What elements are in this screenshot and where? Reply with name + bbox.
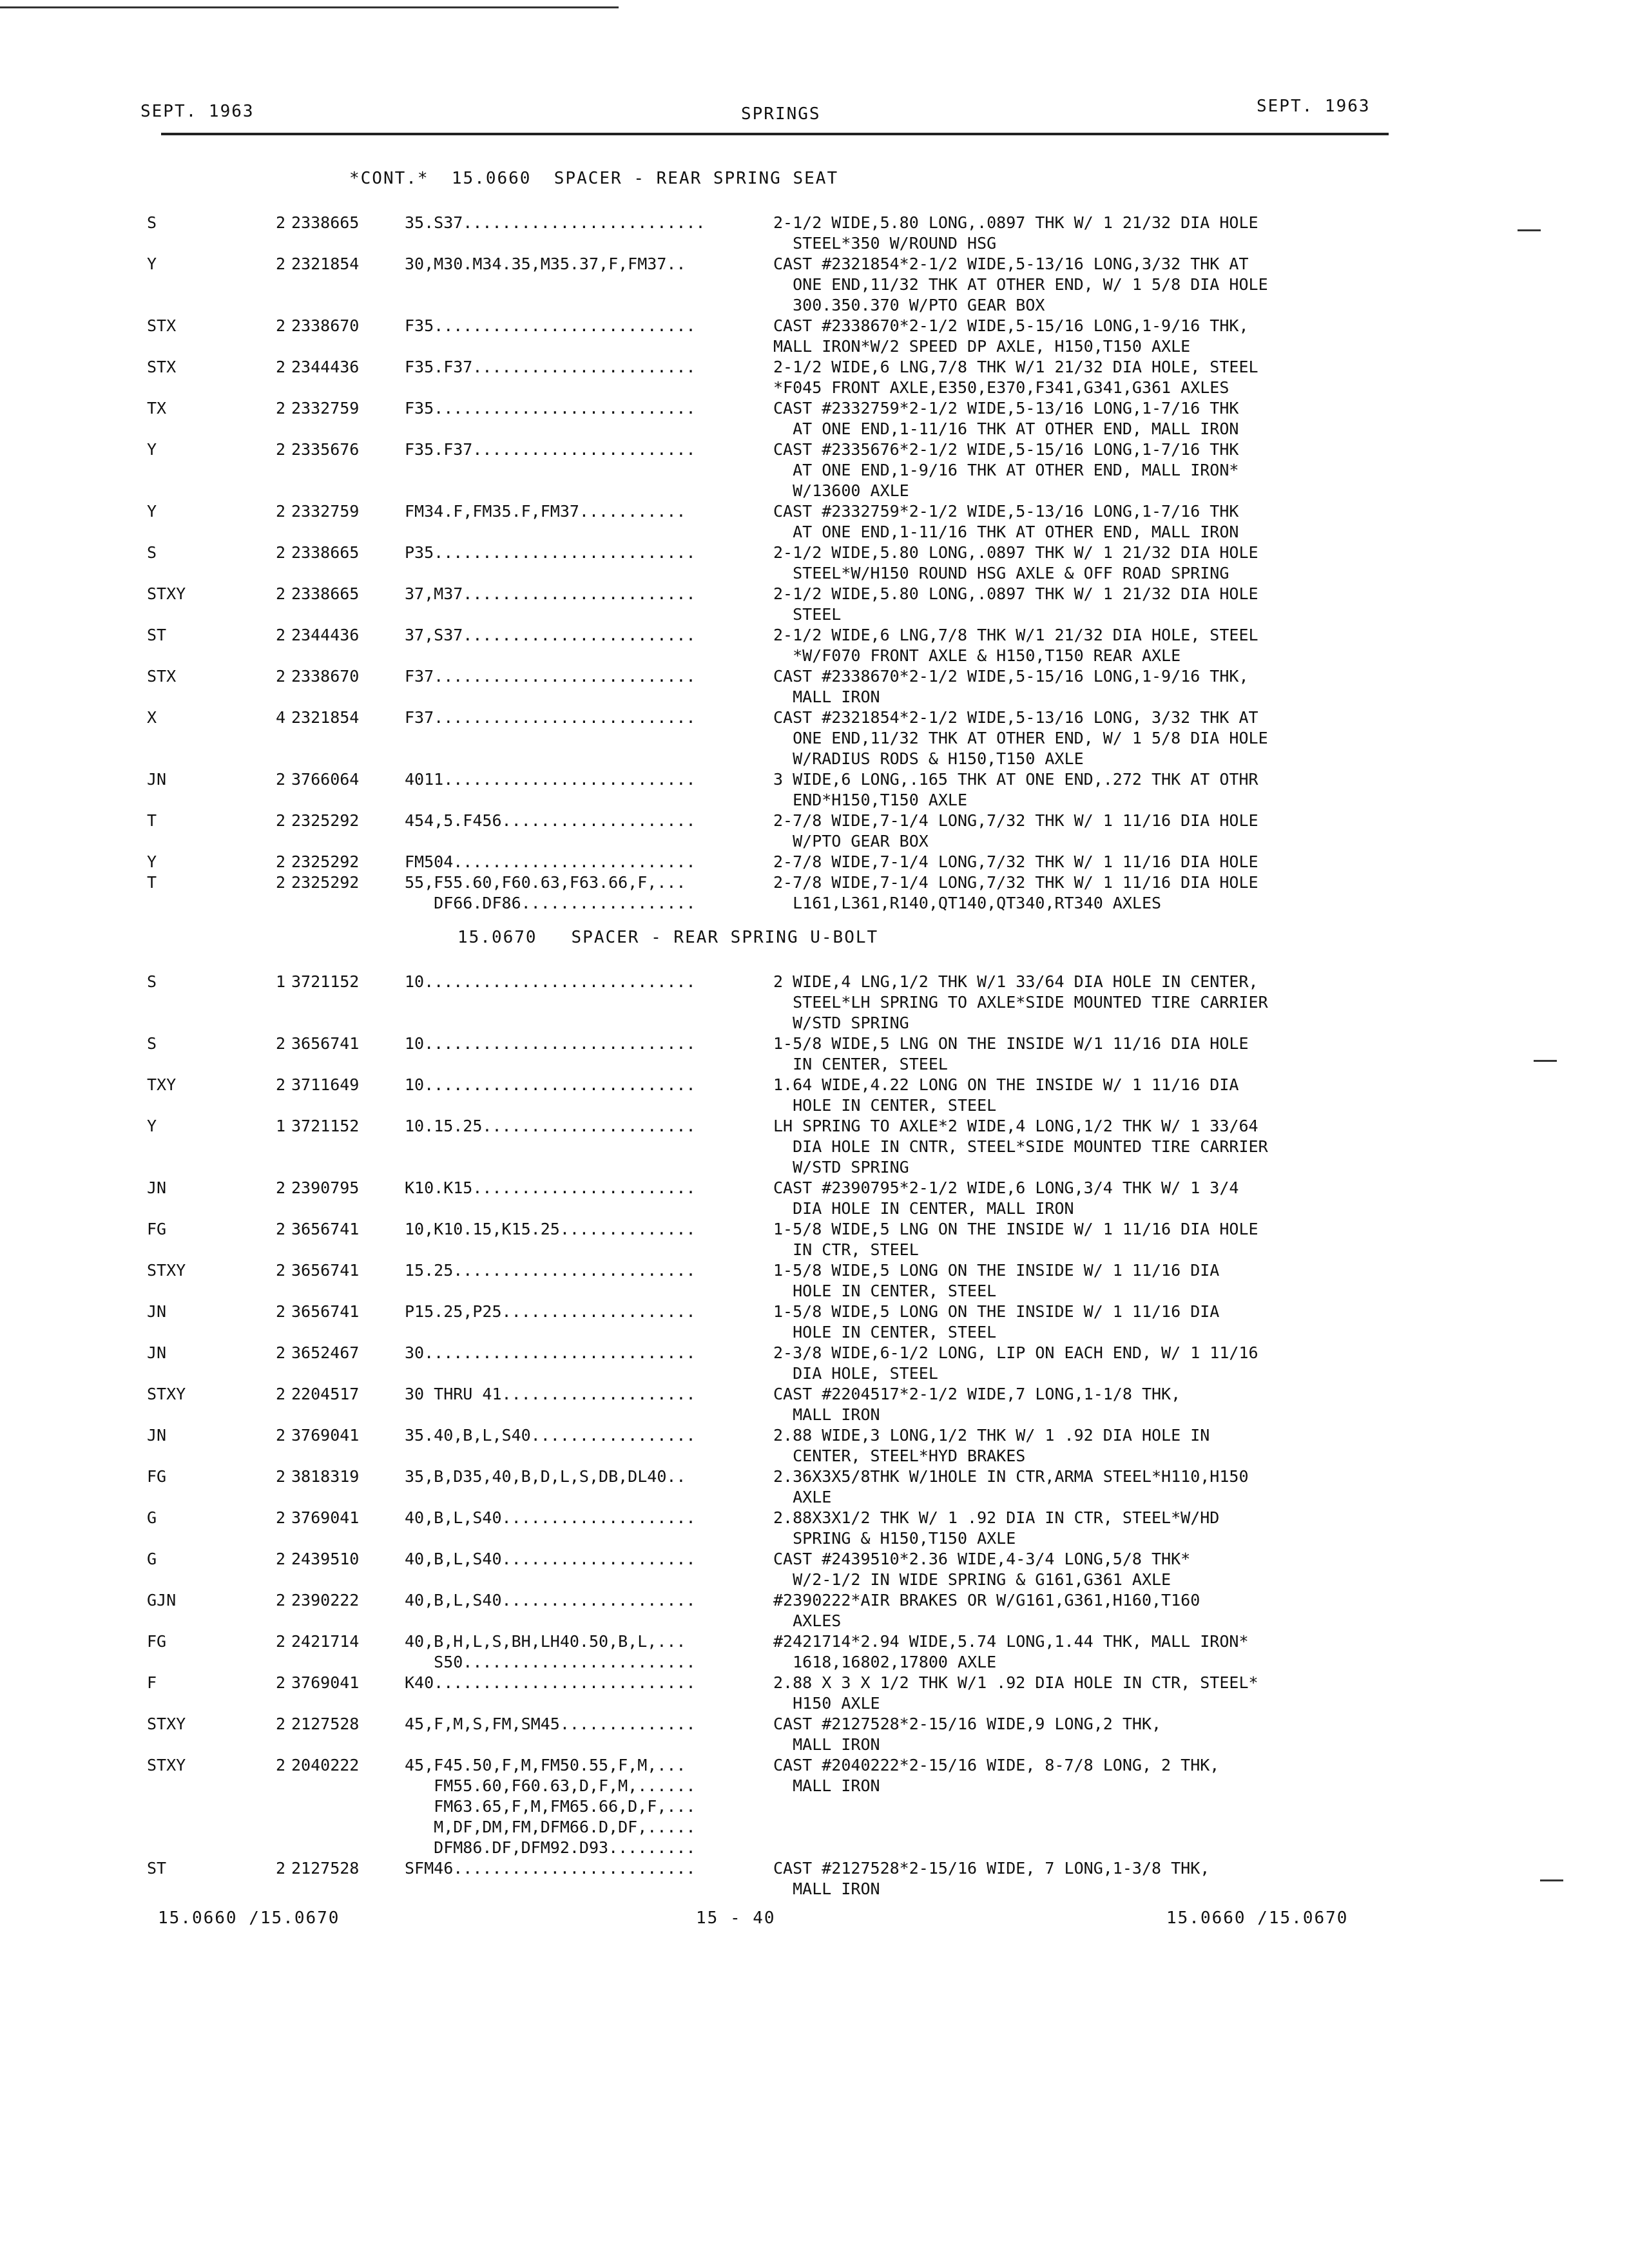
description-line: DIA HOLE IN CENTER, MALL IRON	[773, 1199, 1074, 1218]
model-list: F35.F37.......................	[405, 440, 696, 459]
description-line: 3 WIDE,6 LONG,.165 THK AT ONE END,.272 THK AT OTHR	[773, 770, 1258, 789]
part-number: 2344436	[291, 626, 360, 644]
footer-right: 15.0660 /15.0670	[1166, 1908, 1349, 1928]
description-line: 2-7/8 WIDE,7-1/4 LONG,7/32 THK W/ 1 11/16 DIA HOLE	[773, 852, 1258, 871]
description-line: MALL IRON	[773, 1776, 880, 1795]
part-quantity: 2	[276, 852, 286, 871]
description-line: AT ONE END,1-9/16 THK AT OTHER END, MALL IRON*	[773, 461, 1239, 479]
part-code: Y	[147, 255, 157, 273]
description-line: DIA HOLE, STEEL	[773, 1364, 938, 1383]
description-line: SPRING & H150,T150 AXLE	[773, 1529, 1016, 1548]
part-number: 2335676	[291, 440, 360, 459]
model-list: F35...........................	[405, 399, 696, 418]
part-number: 3769041	[291, 1508, 360, 1527]
part-code: STXY	[147, 1715, 186, 1733]
part-quantity: 2	[276, 584, 286, 603]
part-quantity: 2	[276, 213, 286, 232]
description-line: L161,L361,R140,QT140,QT340,RT340 AXLES	[773, 894, 1162, 912]
part-quantity: 2	[276, 1756, 286, 1774]
part-quantity: 2	[276, 873, 286, 892]
part-code: S	[147, 972, 157, 991]
part-quantity: 2	[276, 1591, 286, 1610]
part-quantity: 1	[276, 972, 286, 991]
description-line: MALL IRON	[773, 1735, 880, 1754]
part-number: 3656741	[291, 1220, 360, 1238]
part-code: STXY	[147, 1261, 186, 1280]
model-list-continued: S50........................	[405, 1653, 696, 1671]
part-number: 3818319	[291, 1467, 360, 1486]
model-list: P35...........................	[405, 543, 696, 562]
description-line: 2-1/2 WIDE,6 LNG,7/8 THK W/1 21/32 DIA HOLE, STEEL	[773, 358, 1258, 376]
part-description	[773, 501, 1239, 543]
part-quantity: 2	[276, 502, 286, 521]
part-code: JN	[147, 1302, 167, 1321]
part-number: 2127528	[291, 1859, 360, 1878]
model-list: SFM46.........................	[405, 1859, 696, 1878]
part-quantity: 2	[276, 1034, 286, 1053]
description-line: CAST #2127528*2-15/16 WIDE,9 LONG,2 THK,	[773, 1715, 1162, 1733]
description-line: AT ONE END,1-11/16 THK AT OTHER END, MALL IRON	[773, 419, 1239, 438]
description-line: CAST #2204517*2-1/2 WIDE,7 LONG,1-1/8 THK,	[773, 1385, 1181, 1403]
model-list-continued: DF66.DF86..................	[405, 894, 696, 912]
header-title: SPRINGS	[741, 104, 821, 124]
header-date-left: SEPT. 1963	[140, 102, 255, 121]
description-line: CAST #2332759*2-1/2 WIDE,5-13/16 LONG,1-7/16 THK	[773, 502, 1239, 521]
part-description	[773, 1178, 1239, 1219]
part-number: 3721152	[291, 1117, 360, 1135]
description-line: CAST #2332759*2-1/2 WIDE,5-13/16 LONG,1-7/16 THK	[773, 399, 1239, 418]
description-line: 2 WIDE,4 LNG,1/2 THK W/1 33/64 DIA HOLE IN CENTER,	[773, 972, 1258, 991]
part-code: Y	[147, 852, 157, 871]
part-number: 2332759	[291, 502, 360, 521]
description-line: 1-5/8 WIDE,5 LONG ON THE INSIDE W/ 1 11/16 DIA	[773, 1302, 1220, 1321]
description-line: ONE END,11/32 THK AT OTHER END, W/ 1 5/8 DIA HOLE	[773, 275, 1268, 294]
part-quantity: 2	[276, 1715, 286, 1733]
part-quantity: 2	[276, 770, 286, 789]
part-quantity: 2	[276, 1859, 286, 1878]
model-list: F37...........................	[405, 708, 696, 727]
part-quantity: 2	[276, 358, 286, 376]
description-line: H150 AXLE	[773, 1694, 880, 1713]
part-number: 3656741	[291, 1034, 360, 1053]
model-list: 30............................	[405, 1343, 696, 1362]
model-list: 454,5.F456....................	[405, 811, 696, 830]
model-list: 37,M37........................	[405, 584, 696, 603]
part-number: 2439510	[291, 1550, 360, 1568]
part-number: 3766064	[291, 770, 360, 789]
model-list-continued: FM55.60,F60.63,D,F,M,......	[405, 1776, 696, 1795]
part-description	[773, 625, 1258, 666]
part-quantity: 4	[276, 708, 286, 727]
description-line: AT ONE END,1-11/16 THK AT OTHER END, MALL IRON	[773, 523, 1239, 541]
part-quantity: 2	[276, 1385, 286, 1403]
description-line: CAST #2321854*2-1/2 WIDE,5-13/16 LONG,3/32 THK AT	[773, 255, 1249, 273]
part-quantity: 2	[276, 1426, 286, 1445]
part-number: 2321854	[291, 708, 360, 727]
part-number: 2390222	[291, 1591, 360, 1610]
part-description	[773, 1508, 1219, 1549]
part-number: 2390795	[291, 1178, 360, 1197]
model-list: F37...........................	[405, 667, 696, 686]
description-line: STEEL*LH SPRING TO AXLE*SIDE MOUNTED TIRE CARRIER	[773, 993, 1268, 1012]
model-list: K10.K15.......................	[405, 1178, 696, 1197]
description-line: W/PTO GEAR BOX	[773, 832, 929, 850]
part-description	[773, 1075, 1239, 1116]
description-line: *W/F070 FRONT AXLE & H150,T150 REAR AXLE	[773, 646, 1181, 665]
model-list: F35.F37.......................	[405, 358, 696, 376]
part-number: 3652467	[291, 1343, 360, 1362]
part-code: STXY	[147, 1756, 186, 1774]
description-line: HOLE IN CENTER, STEEL	[773, 1096, 997, 1115]
part-description	[773, 769, 1258, 811]
part-number: 2040222	[291, 1756, 360, 1774]
description-line: 1618,16802,17800 AXLE	[773, 1653, 997, 1671]
part-description	[773, 972, 1268, 1033]
part-quantity: 2	[276, 1673, 286, 1692]
description-line: W/13600 AXLE	[773, 481, 909, 500]
part-code: FG	[147, 1632, 167, 1651]
description-line: 1-5/8 WIDE,5 LNG ON THE INSIDE W/1 11/16 DIA HOLE	[773, 1034, 1249, 1053]
part-quantity: 2	[276, 1075, 286, 1094]
description-line: DIA HOLE IN CNTR, STEEL*SIDE MOUNTED TIRE CARRIER	[773, 1137, 1268, 1156]
description-line: IN CTR, STEEL	[773, 1240, 919, 1259]
part-quantity: 2	[276, 1220, 286, 1238]
part-quantity: 2	[276, 1550, 286, 1568]
margin-tick-mark	[1540, 1879, 1563, 1881]
description-line: 1.64 WIDE,4.22 LONG ON THE INSIDE W/ 1 11/16 DIA	[773, 1075, 1239, 1094]
part-code: STXY	[147, 584, 186, 603]
part-quantity: 2	[276, 1302, 286, 1321]
description-line: W/STD SPRING	[773, 1158, 909, 1177]
description-line: *F045 FRONT AXLE,E350,E370,F341,G341,G361 AXLES	[773, 378, 1229, 397]
description-line: W/STD SPRING	[773, 1014, 909, 1032]
part-code: STX	[147, 358, 177, 376]
part-code: G	[147, 1508, 157, 1527]
part-quantity: 2	[276, 1261, 286, 1280]
part-code: FG	[147, 1467, 167, 1486]
description-line: #2390222*AIR BRAKES OR W/G161,G361,H160,T160	[773, 1591, 1200, 1610]
part-description	[773, 1466, 1249, 1508]
part-number: 2338665	[291, 213, 360, 232]
part-code: ST	[147, 626, 167, 644]
part-code: STXY	[147, 1385, 186, 1403]
part-number: 3769041	[291, 1426, 360, 1445]
part-description	[773, 1549, 1190, 1590]
part-code: T	[147, 811, 157, 830]
part-number: 2338665	[291, 584, 360, 603]
part-code: S	[147, 543, 157, 562]
part-number: 2421714	[291, 1632, 360, 1651]
part-number: 2344436	[291, 358, 360, 376]
model-list: 10............................	[405, 1075, 696, 1094]
description-line: MALL IRON	[773, 1405, 880, 1424]
part-description	[773, 1116, 1268, 1178]
margin-tick-mark	[1518, 229, 1541, 231]
part-code: X	[147, 708, 157, 727]
part-code: F	[147, 1673, 157, 1692]
part-code: Y	[147, 1117, 157, 1135]
description-line: LH SPRING TO AXLE*2 WIDE,4 LONG,1/2 THK W/ 1 33/64	[773, 1117, 1258, 1135]
model-list: 30,M30.M34.35,M35.37,F,FM37..	[405, 255, 686, 273]
description-line: CAST #2040222*2-15/16 WIDE, 8-7/8 LONG, 2 THK,	[773, 1756, 1220, 1774]
description-line: STEEL	[773, 605, 842, 624]
model-list: 10............................	[405, 1034, 696, 1053]
part-code: JN	[147, 1343, 167, 1362]
part-code: FG	[147, 1220, 167, 1238]
description-line: IN CENTER, STEEL	[773, 1055, 948, 1073]
part-quantity: 2	[276, 440, 286, 459]
part-number: 2204517	[291, 1385, 360, 1403]
part-quantity: 2	[276, 316, 286, 335]
section-title-15-0660: *CONT.* 15.0660 SPACER - REAR SPRING SEAT	[349, 169, 839, 188]
model-list: 30 THRU 41....................	[405, 1385, 696, 1403]
part-code: GJN	[147, 1591, 177, 1610]
part-number: 3721152	[291, 972, 360, 991]
description-line: W/RADIUS RODS & H150,T150 AXLE	[773, 749, 1084, 768]
section-title-15-0670: 15.0670 SPACER - REAR SPRING U-BOLT	[458, 928, 879, 947]
model-list: 10,K10.15,K15.25..............	[405, 1220, 696, 1238]
description-line: AXLES	[773, 1611, 842, 1630]
part-description	[773, 1033, 1249, 1075]
description-line: MALL IRON*W/2 SPEED DP AXLE, H150,T150 AXLE	[773, 337, 1191, 356]
part-quantity: 2	[276, 543, 286, 562]
description-line: CENTER, STEEL*HYD BRAKES	[773, 1446, 1026, 1465]
model-list: 10.15.25......................	[405, 1117, 696, 1135]
part-description	[773, 213, 1258, 254]
part-quantity: 2	[276, 1467, 286, 1486]
part-description	[773, 1425, 1210, 1466]
model-list: F35...........................	[405, 316, 696, 335]
description-line: CAST #2127528*2-15/16 WIDE, 7 LONG,1-3/8 THK,	[773, 1859, 1210, 1878]
part-quantity: 2	[276, 399, 286, 418]
part-description	[773, 398, 1239, 439]
part-number: 2325292	[291, 873, 360, 892]
part-code: S	[147, 213, 157, 232]
part-number: 2338670	[291, 316, 360, 335]
model-list: FM34.F,FM35.F,FM37...........	[405, 502, 686, 521]
part-description	[773, 1673, 1258, 1714]
description-line: ONE END,11/32 THK AT OTHER END, W/ 1 5/8 DIA HOLE	[773, 729, 1268, 747]
description-line: 1-5/8 WIDE,5 LNG ON THE INSIDE W/ 1 11/16 DIA HOLE	[773, 1220, 1258, 1238]
part-code: STX	[147, 316, 177, 335]
part-description	[773, 1384, 1181, 1425]
part-code: STX	[147, 667, 177, 686]
description-line: CAST #2335676*2-1/2 WIDE,5-15/16 LONG,1-7/16 THK	[773, 440, 1239, 459]
part-number: 2338670	[291, 667, 360, 686]
description-line: HOLE IN CENTER, STEEL	[773, 1323, 997, 1341]
part-description	[773, 1343, 1258, 1384]
part-description	[773, 852, 1258, 872]
footer-page-number: 15 - 40	[696, 1908, 776, 1928]
description-line: CAST #2321854*2-1/2 WIDE,5-13/16 LONG, 3/32 THK AT	[773, 708, 1258, 727]
part-description	[773, 707, 1268, 769]
description-line: CAST #2390795*2-1/2 WIDE,6 LONG,3/4 THK W/ 1 3/4	[773, 1178, 1239, 1197]
model-list: 40,B,L,S40....................	[405, 1550, 696, 1568]
part-description	[773, 1858, 1210, 1899]
part-description	[773, 1714, 1161, 1755]
part-quantity: 2	[276, 255, 286, 273]
part-number: 2338665	[291, 543, 360, 562]
description-line: 2.88 WIDE,3 LONG,1/2 THK W/ 1 .92 DIA HOLE IN	[773, 1426, 1210, 1445]
description-line: 2.36X3X5/8THK W/1HOLE IN CTR,ARMA STEEL*H110,H150	[773, 1467, 1249, 1486]
part-number: 2332759	[291, 399, 360, 418]
part-quantity: 2	[276, 1508, 286, 1527]
part-description	[773, 872, 1258, 914]
footer-left: 15.0660 /15.0670	[158, 1908, 340, 1928]
part-number: 2127528	[291, 1715, 360, 1733]
model-list: 4011..........................	[405, 770, 696, 789]
part-code: Y	[147, 502, 157, 521]
model-list: 55,F55.60,F60.63,F63.66,F,...	[405, 873, 686, 892]
description-line: 300.350.370 W/PTO GEAR BOX	[773, 296, 1045, 314]
description-line: MALL IRON	[773, 687, 880, 706]
description-line: MALL IRON	[773, 1879, 880, 1898]
part-code: ST	[147, 1859, 167, 1878]
description-line: #2421714*2.94 WIDE,5.74 LONG,1.44 THK, MALL IRON*	[773, 1632, 1249, 1651]
description-line: 2-7/8 WIDE,7-1/4 LONG,7/32 THK W/ 1 11/16 DIA HOLE	[773, 873, 1258, 892]
part-description	[773, 254, 1268, 316]
description-line: CAST #2439510*2.36 WIDE,4-3/4 LONG,5/8 THK*	[773, 1550, 1191, 1568]
part-quantity: 2	[276, 626, 286, 644]
part-number: 3656741	[291, 1302, 360, 1321]
part-description	[773, 1631, 1249, 1673]
part-quantity: 2	[276, 1632, 286, 1651]
header-rule	[161, 133, 1389, 135]
model-list: 40,B,L,S40....................	[405, 1591, 696, 1610]
part-description	[773, 357, 1258, 398]
part-description	[773, 1260, 1219, 1302]
part-description	[773, 1755, 1219, 1796]
description-line: CAST #2338670*2-1/2 WIDE,5-15/16 LONG,1-9/16 THK,	[773, 316, 1249, 335]
model-list-continued: FM63.65,F,M,FM65.66,D,F,...	[405, 1797, 696, 1816]
model-list: 45,F45.50,F,M,FM50.55,F,M,...	[405, 1756, 686, 1774]
part-description	[773, 1590, 1200, 1631]
description-line: 2.88X3X1/2 THK W/ 1 .92 DIA IN CTR, STEEL*W/HD	[773, 1508, 1220, 1527]
description-line: 2-1/2 WIDE,6 LNG,7/8 THK W/1 21/32 DIA HOLE, STEEL	[773, 626, 1258, 644]
part-quantity: 2	[276, 667, 286, 686]
description-line: 2.88 X 3 X 1/2 THK W/1 .92 DIA HOLE IN CTR, STEEL*	[773, 1673, 1258, 1692]
part-description	[773, 439, 1239, 501]
part-code: S	[147, 1034, 157, 1053]
description-line: 2-1/2 WIDE,5.80 LONG,.0897 THK W/ 1 21/32 DIA HOLE	[773, 213, 1258, 232]
part-description	[773, 543, 1258, 584]
description-line: 2-3/8 WIDE,6-1/2 LONG, LIP ON EACH END, W/ 1 11/16	[773, 1343, 1258, 1362]
part-number: 3656741	[291, 1261, 360, 1280]
part-number: 2325292	[291, 811, 360, 830]
margin-tick-mark	[1534, 1060, 1557, 1062]
description-line: CAST #2338670*2-1/2 WIDE,5-15/16 LONG,1-9/16 THK,	[773, 667, 1249, 686]
part-quantity: 1	[276, 1117, 286, 1135]
part-quantity: 2	[276, 1178, 286, 1197]
part-description	[773, 1302, 1219, 1343]
model-list: K40...........................	[405, 1673, 696, 1692]
model-list: FM504.........................	[405, 852, 696, 871]
description-line: 2-7/8 WIDE,7-1/4 LONG,7/32 THK W/ 1 11/16 DIA HOLE	[773, 811, 1258, 830]
description-line: AXLE	[773, 1488, 832, 1506]
part-code: T	[147, 873, 157, 892]
model-list-continued: M,DF,DM,FM,DFM66.D,DF,.....	[405, 1818, 696, 1836]
part-quantity: 2	[276, 811, 286, 830]
part-code: JN	[147, 1178, 167, 1197]
part-description	[773, 666, 1249, 707]
description-line: HOLE IN CENTER, STEEL	[773, 1282, 997, 1300]
model-list: 15.25.........................	[405, 1261, 696, 1280]
model-list: P15.25,P25....................	[405, 1302, 696, 1321]
model-list: 40,B,H,L,S,BH,LH40.50,B,L,...	[405, 1632, 686, 1651]
model-list: 35.S37.........................	[405, 213, 706, 232]
part-code: Y	[147, 440, 157, 459]
description-line: 2-1/2 WIDE,5.80 LONG,.0897 THK W/ 1 21/32 DIA HOLE	[773, 584, 1258, 603]
model-list: 37,S37........................	[405, 626, 696, 644]
description-line: 1-5/8 WIDE,5 LONG ON THE INSIDE W/ 1 11/16 DIA	[773, 1261, 1220, 1280]
part-number: 2325292	[291, 852, 360, 871]
model-list: 40,B,L,S40....................	[405, 1508, 696, 1527]
part-description	[773, 811, 1258, 852]
description-line: 2-1/2 WIDE,5.80 LONG,.0897 THK W/ 1 21/32 DIA HOLE	[773, 543, 1258, 562]
model-list: 35,B,D35,40,B,D,L,S,DB,DL40..	[405, 1467, 686, 1486]
model-list: 45,F,M,S,FM,SM45..............	[405, 1715, 696, 1733]
part-quantity: 2	[276, 1343, 286, 1362]
header-date-right: SEPT. 1963	[1257, 97, 1371, 116]
part-code: TX	[147, 399, 167, 418]
part-code: JN	[147, 1426, 167, 1445]
part-description	[773, 1219, 1258, 1260]
description-line: END*H150,T150 AXLE	[773, 791, 968, 809]
part-code: G	[147, 1550, 157, 1568]
top-scan-line	[0, 6, 619, 8]
part-number: 3711649	[291, 1075, 360, 1094]
description-line: STEEL*W/H150 ROUND HSG AXLE & OFF ROAD SPRING	[773, 564, 1229, 582]
part-description	[773, 584, 1258, 625]
part-number: 2321854	[291, 255, 360, 273]
part-description	[773, 316, 1249, 357]
model-list-continued: DFM86.DF,DFM92.D93.........	[405, 1838, 696, 1857]
part-code: TXY	[147, 1075, 177, 1094]
part-code: JN	[147, 770, 167, 789]
part-number: 3769041	[291, 1673, 360, 1692]
description-line: W/2-1/2 IN WIDE SPRING & G161,G361 AXLE	[773, 1570, 1171, 1589]
description-line: STEEL*350 W/ROUND HSG	[773, 234, 997, 253]
model-list: 35.40,B,L,S40.................	[405, 1426, 696, 1445]
model-list: 10............................	[405, 972, 696, 991]
